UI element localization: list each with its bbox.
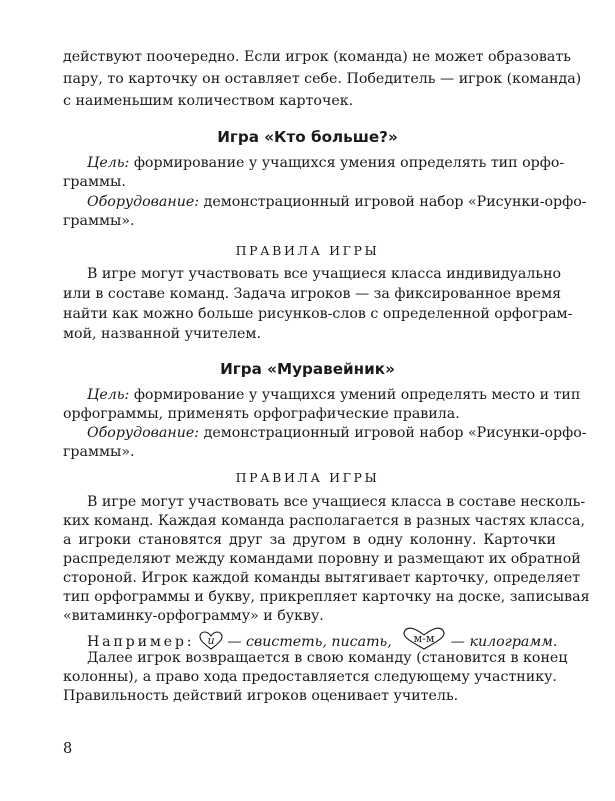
game1-rules-heading: ПРАВИЛА ИГРЫ (235, 243, 380, 258)
game2-goal-text-1: формирование у учащихся умений определять место и тип (133, 387, 581, 403)
heart-icon-letter: и (207, 634, 215, 647)
game2-rules-line-6: тип орфограммы и букву, прикрепляет карточку на доске, записывая (63, 589, 590, 605)
example-label: Например: (87, 634, 195, 650)
double-heart-icon-letters: м-м (413, 632, 435, 645)
example-words-2: — килограмм. (450, 634, 558, 650)
game1-title: Игра «Кто больше?» (217, 128, 398, 146)
game2-goal-line-1 (87, 387, 581, 404)
game2-after-line-3: Правильность действий игроков оценивает учитель. (63, 688, 459, 704)
game1-goal-line-1 (87, 155, 565, 172)
game2-rules-line-4: распределяют между командами поровну и размещают их обратной (63, 551, 581, 567)
game2-rules-line-1: В игре могут участвовать все учащиеся класса в составе несколь- (87, 494, 586, 510)
game2-rules-line-7: «витаминку-орфограмму» и букву. (63, 608, 324, 624)
game2-rules-line-5: стороной. Игрок каждой команды вытягивает карточку, определяет (63, 570, 581, 586)
game1-equip-label: Оборудование: (87, 194, 200, 210)
game2-equip-line-2: граммы». (63, 444, 135, 460)
game2-rules-line-3: а игроки становятся друг за другом в одну колонну. Карточки (63, 532, 556, 548)
intro-line-1: действуют поочередно. Если игрок (команда) не может образовать (63, 49, 571, 65)
game2-equip-text-1: демонстрационный игровой набор «Рисунки-орфо- (203, 425, 587, 441)
game1-goal-line-2: граммы. (63, 174, 126, 190)
game2-equip-line-1 (87, 425, 587, 442)
game2-equip-label: Оборудование: (87, 425, 200, 441)
game2-after-line-1: Далее игрок возвращается в свою команду (становится в конец (87, 650, 568, 666)
game1-goal-text-1: формирование у учащихся умения определять тип орфо- (133, 155, 565, 171)
example-words-1: — свистеть, писать, (227, 634, 392, 650)
game2-after-line-2: колонны), а право хода предоставляется следующему участнику. (63, 669, 557, 685)
game2-goal-line-2: орфограммы, применять орфографические правила. (63, 406, 460, 422)
game2-rules-heading: ПРАВИЛА ИГРЫ (235, 470, 380, 485)
game1-goal-label: Цель: (87, 155, 130, 171)
game1-equip-text-1: демонстрационный игровой набор «Рисунки-орфо- (203, 194, 587, 210)
game1-rules-line-4: мой, названной учителем. (63, 326, 261, 342)
game2-goal-label: Цель: (87, 387, 130, 403)
game2-rules-line-2: ких команд. Каждая команда располагается в разных частях класса, (63, 513, 585, 529)
page-number: 8 (63, 741, 73, 757)
game1-rules-line-2: или в составе команд. Задача игроков — за фиксированное время (63, 286, 562, 302)
game2-title: Игра «Муравейник» (220, 360, 395, 378)
game1-equip-line-2: граммы». (63, 213, 135, 229)
game1-equip-line-1 (87, 194, 587, 211)
game1-rules-line-1: В игре могут участвовать все учащиеся класса индивидуально (87, 266, 562, 282)
intro-line-2: пару, то карточку он оставляет себе. Победитель — игрок (команда) (63, 71, 582, 87)
game1-rules-line-3: найти как можно больше рисунков-слов с определенной орфограм- (63, 306, 573, 322)
intro-line-3: с наименьшим количеством карточек. (63, 93, 354, 109)
